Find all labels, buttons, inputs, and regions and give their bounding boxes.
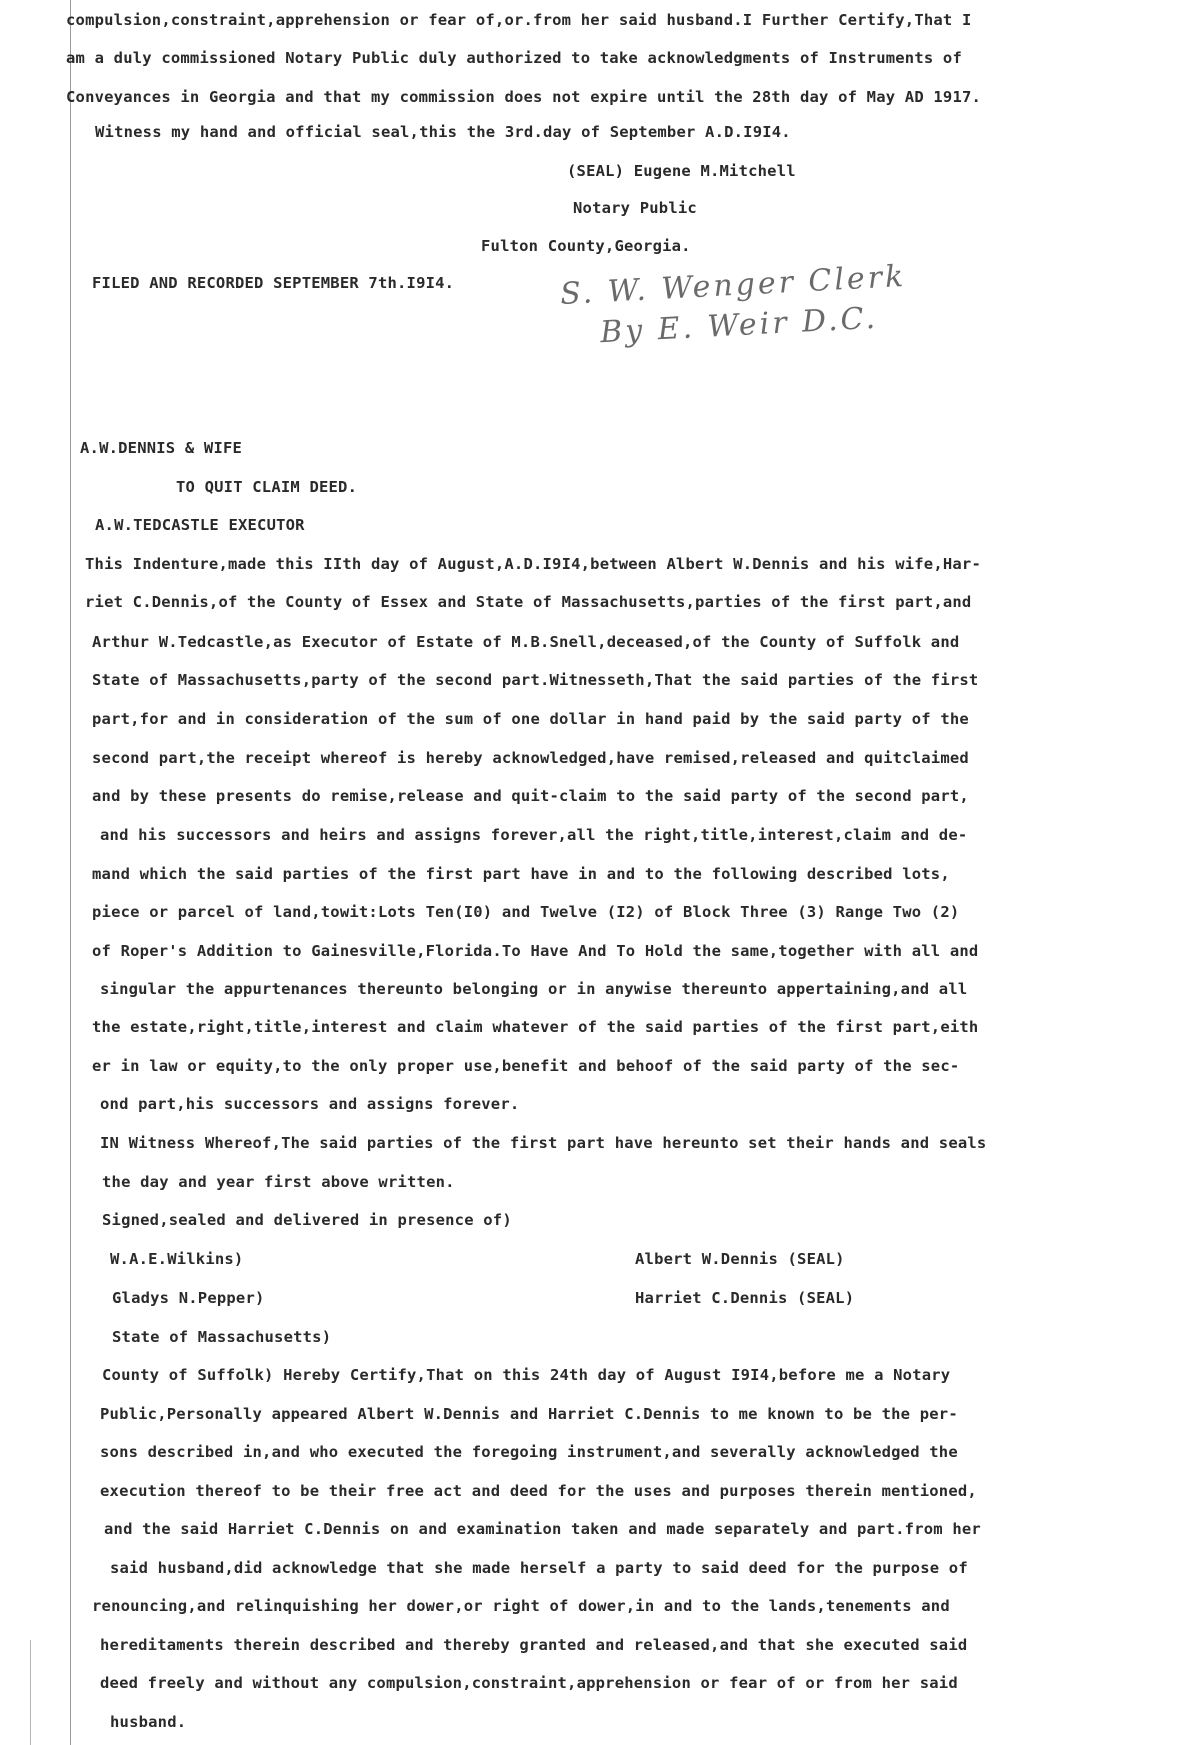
- text-line: mand which the said parties of the first part have in and to the following described lots,: [92, 865, 950, 883]
- text-line: sons described in,and who executed the foregoing instrument,and severally acknowledged the: [100, 1443, 958, 1461]
- text-line: renouncing,and relinquishing her dower,or right of dower,in and to the lands,tenements and: [92, 1597, 950, 1615]
- text-line: the day and year first above written.: [102, 1173, 455, 1191]
- text-line: er in law or equity,to the only proper use,benefit and behoof of the said party of the sec-: [92, 1057, 960, 1075]
- text-line: ond part,his successors and assigns forever.: [100, 1095, 520, 1113]
- text-line: Public,Personally appeared Albert W.Dennis and Harriet C.Dennis to me known to be the per-: [100, 1405, 958, 1423]
- text-line: Witness my hand and official seal,this the 3rd.day of September A.D.I9I4.: [95, 123, 791, 141]
- grantor-signature-name: Harriet C.Dennis (SEAL): [635, 1289, 855, 1307]
- grantee-heading: A.W.TEDCASTLE EXECUTOR: [95, 516, 305, 534]
- text-line: (SEAL) Eugene M.Mitchell: [567, 162, 796, 180]
- text-line: Conveyances in Georgia and that my commission does not expire until the 28th day of May AD 1917.: [66, 88, 982, 106]
- text-line: piece or parcel of land,towit:Lots Ten(I0) and Twelve (I2) of Block Three (3) Range Two (2): [92, 903, 960, 921]
- text-line: husband.: [110, 1713, 187, 1731]
- text-line: Fulton County,Georgia.: [481, 237, 691, 255]
- text-line: compulsion,constraint,apprehension or fear of,or.from her said husband.I Further Certify,That I: [66, 11, 972, 29]
- witness-name: Gladys N.Pepper): [112, 1289, 265, 1307]
- text-line: am a duly commissioned Notary Public duly authorized to take acknowledgments of Instruments of: [66, 49, 962, 67]
- text-line: This Indenture,made this IIth day of August,A.D.I9I4,between Albert W.Dennis and his wife,Har-: [85, 555, 981, 573]
- clerk-signature: S. W. Wenger Clerk: [559, 258, 908, 313]
- text-line: and his successors and heirs and assigns forever,all the right,title,interest,claim and de-: [100, 826, 968, 844]
- text-line: and by these presents do remise,release and quit-claim to the said party of the second part,: [92, 787, 969, 805]
- text-line: IN Witness Whereof,The said parties of the first part have hereunto set their hands and seals: [100, 1134, 987, 1152]
- text-line: riet C.Dennis,of the County of Essex and State of Massachusetts,parties of the first part,and: [85, 593, 972, 611]
- deed-type-heading: TO QUIT CLAIM DEED.: [176, 478, 358, 496]
- deputy-clerk-signature: By E. Weir D.C.: [599, 300, 879, 351]
- text-line: Notary Public: [573, 199, 697, 217]
- witness-name: W.A.E.Wilkins): [110, 1250, 244, 1268]
- text-line: Arthur W.Tedcastle,as Executor of Estate of M.B.Snell,deceased,of the County of Suffolk and: [92, 633, 960, 651]
- filed-recorded-line: FILED AND RECORDED SEPTEMBER 7th.I9I4.: [92, 274, 455, 292]
- text-line: State of Massachusetts,party of the second part.Witnesseth,That the said parties of the first: [92, 671, 979, 689]
- text-line: Signed,sealed and delivered in presence of): [102, 1211, 512, 1229]
- text-line: hereditaments therein described and thereby granted and released,and that she executed said: [100, 1636, 968, 1654]
- text-line: State of Massachusetts): [112, 1328, 332, 1346]
- grantor-heading: A.W.DENNIS & WIFE: [80, 439, 243, 457]
- text-line: execution thereof to be their free act and deed for the uses and purposes therein mentioned,: [100, 1482, 977, 1500]
- text-line: said husband,did acknowledge that she made herself a party to said deed for the purpose of: [110, 1559, 968, 1577]
- text-line: the estate,right,title,interest and claim whatever of the said parties of the first part,eith: [92, 1018, 979, 1036]
- text-line: of Roper's Addition to Gainesville,Florida.To Have And To Hold the same,together with all and: [92, 942, 979, 960]
- text-line: and the said Harriet C.Dennis on and examination taken and made separately and part.from her: [104, 1520, 981, 1538]
- text-line: County of Suffolk) Hereby Certify,That on this 24th day of August I9I4,before me a Notary: [102, 1366, 951, 1384]
- left-margin-rule: [70, 0, 71, 1745]
- grantor-signature-name: Albert W.Dennis (SEAL): [635, 1250, 845, 1268]
- text-line: deed freely and without any compulsion,constraint,apprehension or fear of or from her said: [100, 1674, 958, 1692]
- lower-margin-rule: [30, 1640, 31, 1745]
- text-line: part,for and in consideration of the sum of one dollar in hand paid by the said party of the: [92, 710, 969, 728]
- text-line: second part,the receipt whereof is hereby acknowledged,have remised,released and quitclaimed: [92, 749, 969, 767]
- text-line: singular the appurtenances thereunto belonging or in anywise thereunto appertaining,and all: [100, 980, 968, 998]
